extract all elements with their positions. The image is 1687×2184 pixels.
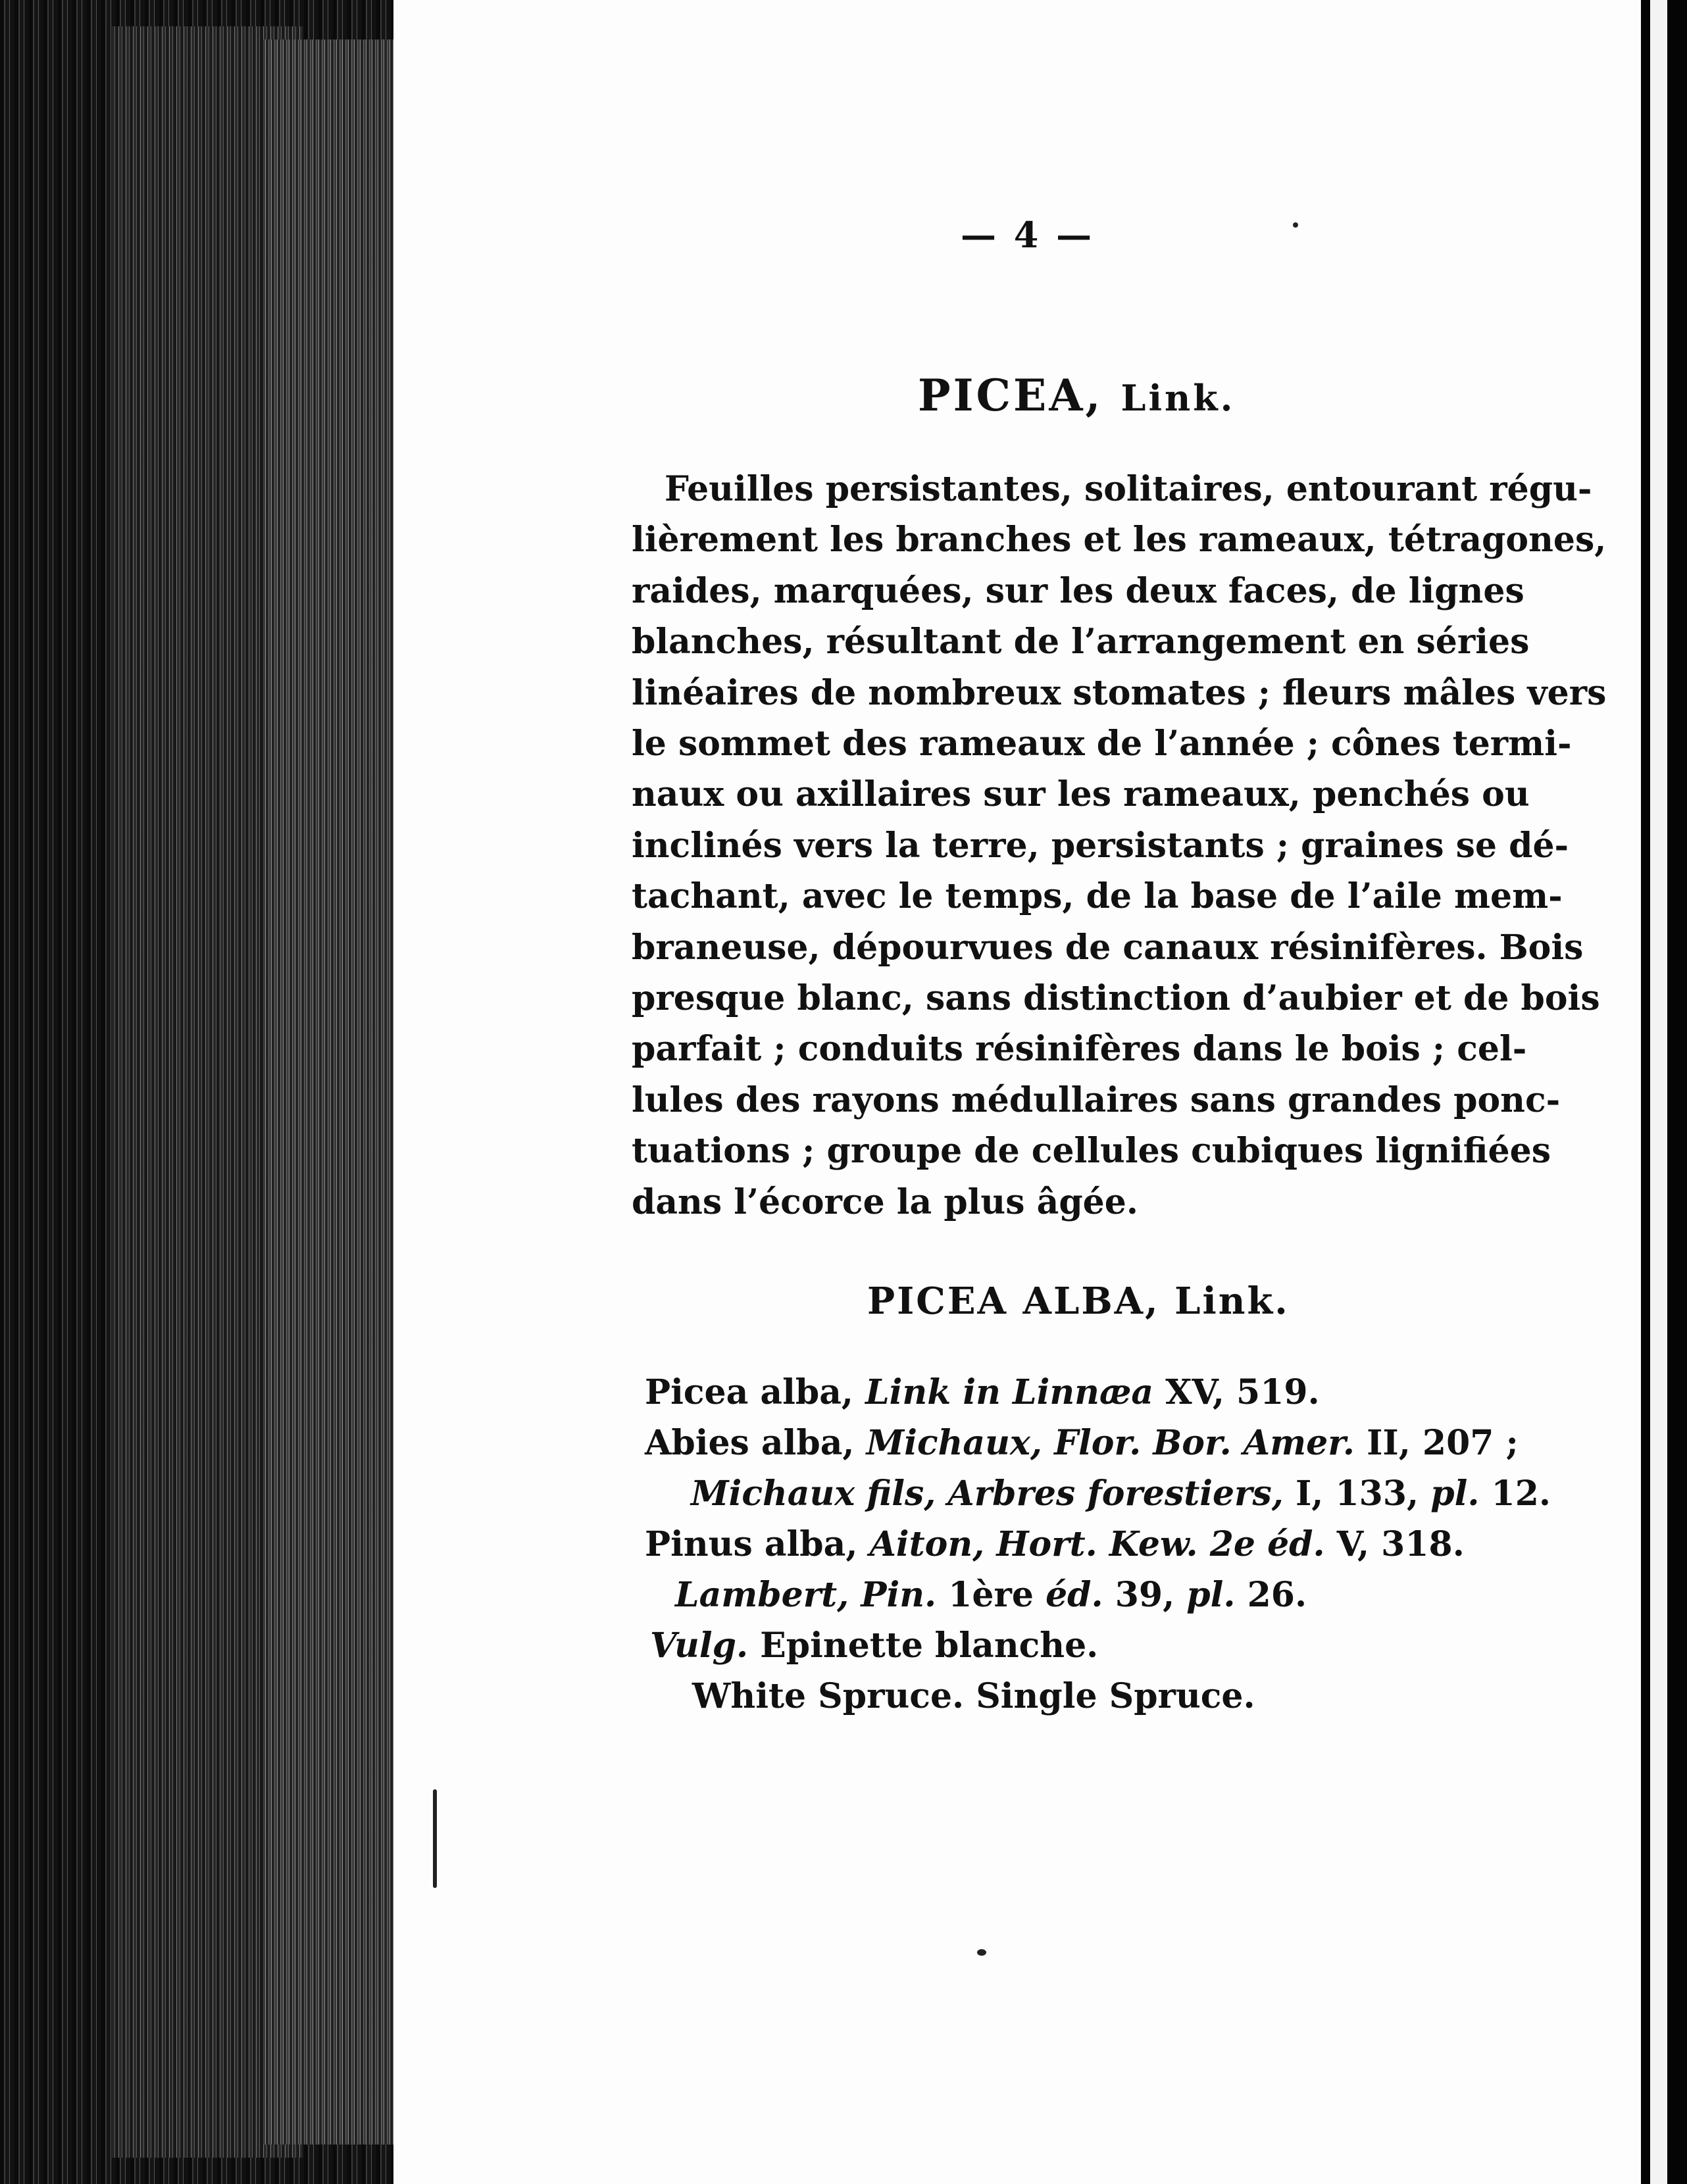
genus-heading — [918, 370, 1235, 421]
ink-speck — [433, 1789, 437, 1888]
vernacular-label: Vulg. — [650, 1626, 749, 1666]
description-line: parfait ; conduits résinifères dans le bois ; cel- — [632, 1029, 1527, 1070]
page-number: — 4 — — [961, 214, 1095, 256]
description-line: blanches, résultant de l’arrangement en séries — [632, 622, 1530, 662]
synonym-reference: 26. — [1235, 1575, 1307, 1615]
synonym-citation: pl. — [1186, 1575, 1236, 1615]
synonym-reference: II, 207 ; — [1354, 1423, 1519, 1463]
species-authority: Link. — [1174, 1279, 1290, 1323]
genus-description — [632, 464, 1607, 1228]
genus-authority: Link. — [1120, 377, 1236, 419]
synonym-reference: 1ère — [936, 1575, 1046, 1615]
genus-name: PICEA, — [918, 370, 1103, 421]
french-common-name: Epinette blanche. — [748, 1626, 1099, 1666]
synonym-reference: XV, 519. — [1153, 1372, 1320, 1412]
right-page-border — [1641, 0, 1687, 2184]
synonym-citation: Michaux fils, Arbres forestiers, — [691, 1474, 1284, 1514]
synonym-entry — [645, 1519, 1500, 1570]
description-line: tachant, avec le temps, de la base de l’aile mem- — [632, 876, 1563, 917]
synonym-reference: 39, — [1103, 1575, 1187, 1615]
synonym-entry — [645, 1367, 1500, 1418]
description-line: tuations ; groupe de cellules cubiques lignifiées — [632, 1131, 1551, 1172]
description-line: braneuse, dépourvues de canaux résinifères. Bois — [632, 927, 1584, 968]
species-heading — [867, 1279, 1290, 1323]
vernacular-entry — [645, 1620, 1500, 1671]
synonym-citation: pl. — [1430, 1474, 1480, 1514]
description-line: inclinés vers la terre, persistants ; graines se dé- — [632, 825, 1569, 866]
description-line: Feuilles persistantes, solitaires, entourant régu- — [665, 469, 1592, 509]
synonym-name: Pinus alba, — [645, 1524, 870, 1564]
synonym-reference: 12. — [1479, 1474, 1551, 1514]
synonym-citation: Lambert, Pin. — [675, 1575, 937, 1615]
description-line: dans l’écorce la plus âgée. — [632, 1181, 1138, 1222]
synonymy-list — [645, 1367, 1551, 1722]
synonym-citation: éd. — [1045, 1575, 1103, 1615]
synonym-name: Picea alba, — [645, 1372, 866, 1412]
description-line: lièrement les branches et les rameaux, tétragones, — [632, 520, 1607, 560]
synonym-reference: V, 318. — [1324, 1524, 1465, 1564]
synonym-entry — [645, 1570, 1500, 1620]
description-line: raides, marquées, sur les deux faces, de lignes — [632, 570, 1524, 611]
synonym-citation: Michaux, Flor. Bor. Amer. — [866, 1423, 1355, 1463]
synonym-citation: Link in Linnæa — [865, 1372, 1154, 1412]
english-common-names: White Spruce. Single Spruce. — [692, 1676, 1255, 1716]
species-name: PICEA ALBA, — [867, 1279, 1160, 1323]
description-line: naux ou axillaires sur les rameaux, penchés ou — [632, 774, 1530, 815]
synonym-name: Abies alba, — [645, 1423, 867, 1463]
ink-speck — [977, 1949, 986, 1956]
description-line: le sommet des rameaux de l’année ; cônes termi- — [632, 724, 1572, 764]
synonym-reference: I, 133, — [1283, 1474, 1431, 1514]
description-line: lules des rayons médullaires sans grandes ponc- — [632, 1080, 1561, 1120]
description-line: linéaires de nombreux stomates ; fleurs mâles vers — [632, 672, 1607, 713]
book-page-edges — [0, 0, 395, 2184]
synonym-citation: Aiton, Hort. Kew. 2e éd. — [869, 1524, 1325, 1564]
synonym-entry — [645, 1418, 1519, 1468]
ink-speck — [1293, 222, 1298, 228]
synonym-entry — [645, 1468, 1551, 1519]
description-line: presque blanc, sans distinction d’aubier et de bois — [632, 978, 1600, 1019]
